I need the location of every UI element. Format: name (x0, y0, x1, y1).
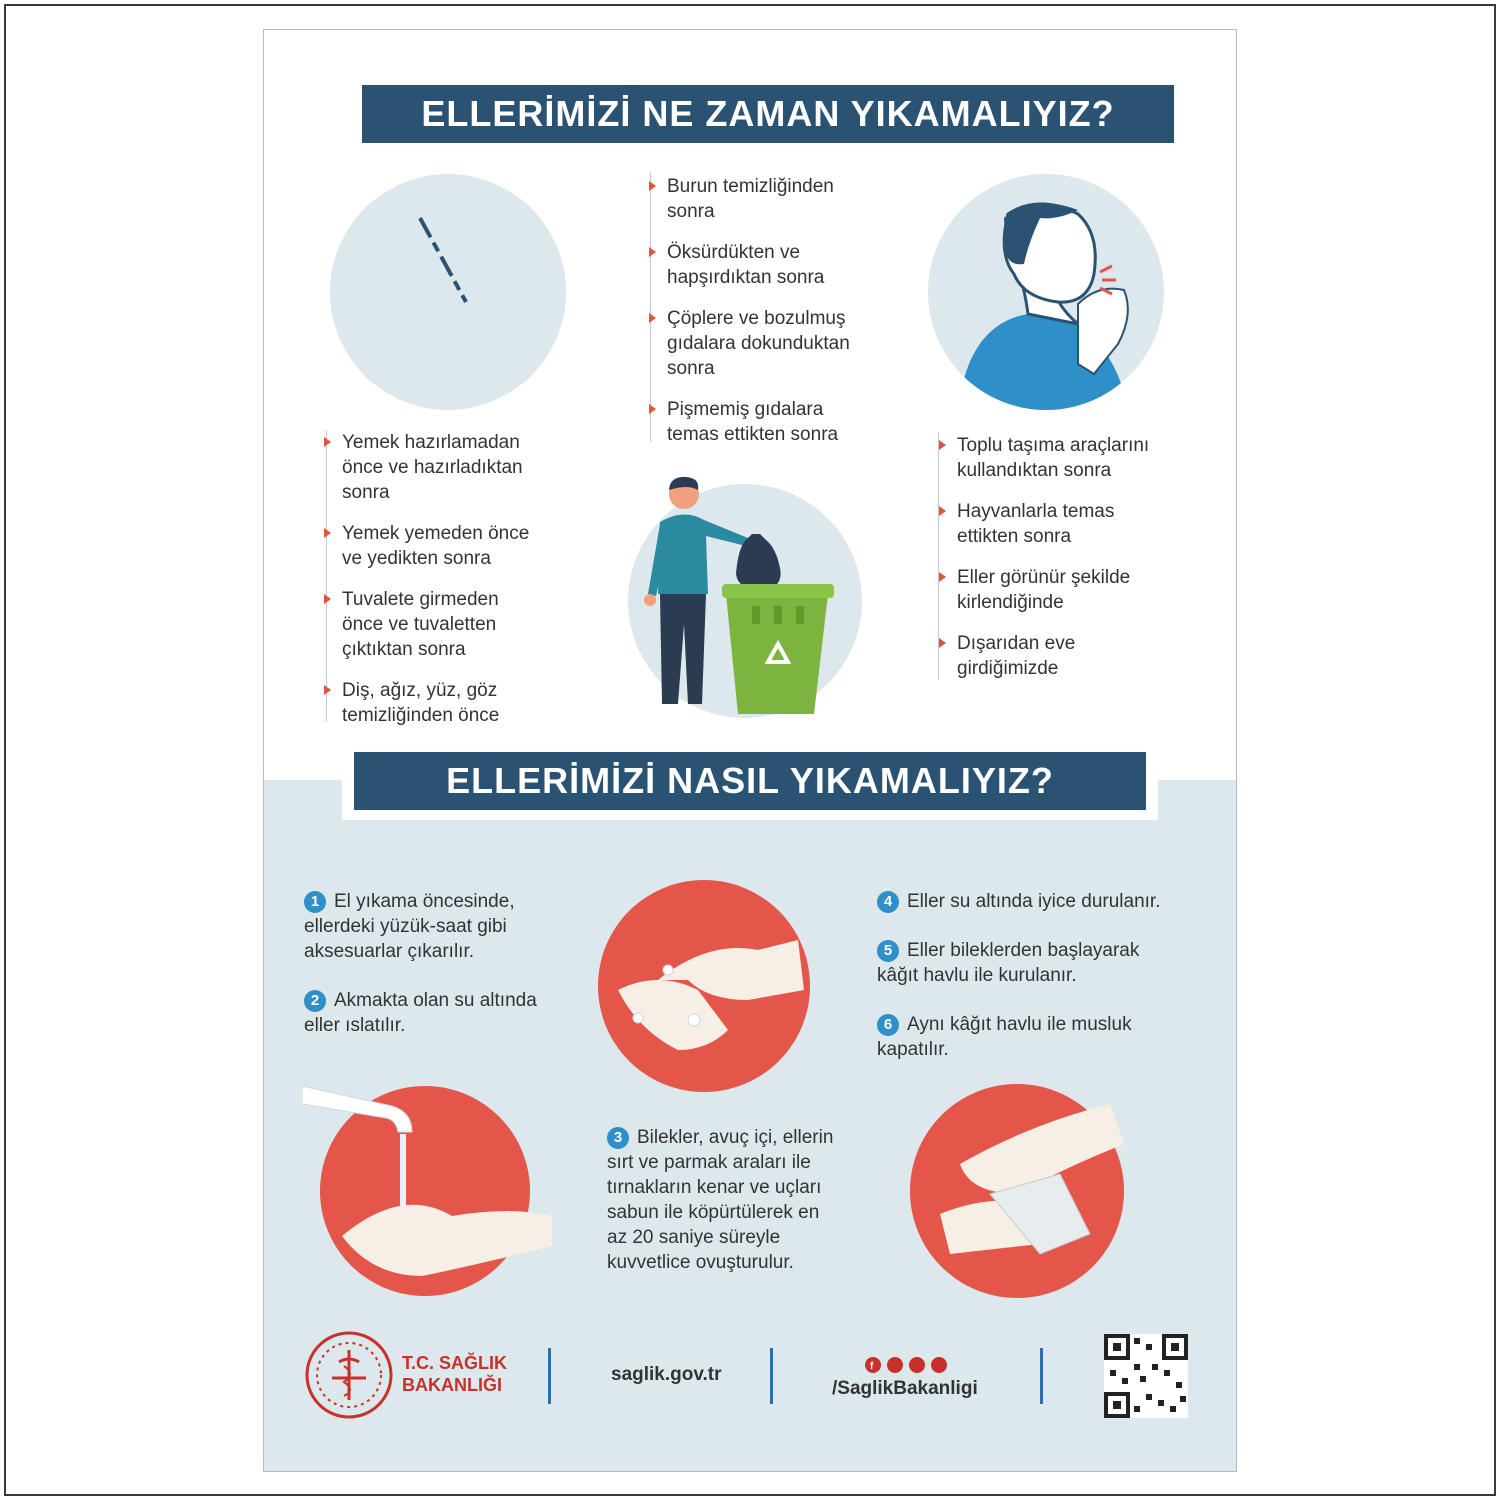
step-text: Eller bileklerden başlayarak kâğıt havlu ile kurulanır. (877, 940, 1140, 986)
ministry-name-line2: BAKANLIĞI (402, 1375, 502, 1395)
step-number-badge: 6 (877, 1014, 899, 1036)
ministry-name-line1: T.C. SAĞLIK (402, 1353, 508, 1373)
youtube-icon[interactable] (887, 1357, 903, 1373)
step-number-badge: 1 (304, 891, 326, 913)
step-2 (304, 988, 544, 1038)
pencil-icon (330, 174, 566, 410)
step-text: Eller su altında iyice durulanır. (907, 891, 1161, 912)
list-item: Toplu taşıma araçlarını kullandıktan sonra (957, 433, 1177, 483)
step-1 (304, 889, 544, 964)
step-text: Akmakta olan su altında eller ıslatılır. (304, 990, 537, 1036)
svg-text:f: f (870, 1361, 874, 1372)
middle-divider (650, 172, 651, 442)
step-number-badge: 2 (304, 990, 326, 1012)
step-number-badge: 4 (877, 891, 899, 913)
ministry-seal-icon (304, 1330, 394, 1420)
footer-separator (1040, 1348, 1043, 1404)
social-icons-row (864, 1356, 954, 1374)
list-item: Eller görünür şekilde kirlendiğinde (957, 565, 1177, 615)
faucet-circle (320, 1086, 530, 1296)
steps-center (607, 1125, 842, 1299)
sneeze-illustration-circle (928, 174, 1164, 410)
poster (263, 29, 1237, 1472)
list-item: Tuvalete girmeden önce ve tuvaletten çıktıktan sonra (342, 587, 542, 662)
list-item: Öksürdükten ve hapşırdıktan sonra (667, 240, 877, 290)
steps-right (877, 889, 1177, 1086)
middle-bullet-list (667, 174, 877, 463)
faucet-hands-icon (302, 1086, 562, 1296)
step-number-badge: 5 (877, 940, 899, 962)
social-icons (864, 1356, 954, 1374)
list-item: Yemek yemeden önce ve yedikten sonra (342, 521, 542, 571)
right-bullet-list (957, 433, 1177, 697)
step-6 (877, 1012, 1177, 1062)
towel-hands-icon (910, 1084, 1140, 1298)
step-5 (877, 938, 1177, 988)
step-3 (607, 1125, 842, 1275)
website-link[interactable]: saglik.gov.tr (611, 1364, 722, 1385)
instagram-icon[interactable] (931, 1357, 947, 1373)
social-handle[interactable]: /SaglikBakanligi (832, 1378, 978, 1399)
when-title-banner: ELLERİMİZİ NE ZAMAN YIKAMALIYIZ? (362, 85, 1174, 143)
soap-hands-icon (598, 880, 810, 1092)
ministry-name (402, 1352, 507, 1396)
person-trash-icon (628, 464, 878, 724)
list-item: Pişmemiş gıdalara temas ettikten sonra (667, 397, 877, 447)
step-number-badge: 3 (607, 1127, 629, 1149)
soap-hands-circle (598, 880, 810, 1092)
towel-circle (910, 1084, 1124, 1298)
step-text: Bilekler, avuç içi, ellerin sırt ve parmak araları ile tırnakların kenar ve uçları sabun ile köpürtülerek en az 20 saniye süreyle kuvvetlice ovuşturulur. (607, 1127, 834, 1273)
qr-code-icon (1104, 1334, 1188, 1418)
list-item: Dışarıdan eve girdiğimizde (957, 631, 1177, 681)
footer-separator (770, 1348, 773, 1404)
list-item: Hayvanlarla temas ettikten sonra (957, 499, 1177, 549)
sneeze-icon (928, 174, 1164, 410)
trash-illustration-circle (628, 484, 862, 718)
list-item: Çöplere ve bozulmuş gıdalara dokunduktan sonra (667, 306, 877, 381)
footer-separator (548, 1348, 551, 1404)
list-item: Diş, ağız, yüz, göz temizliğinden önce (342, 678, 542, 728)
twitter-icon[interactable] (909, 1357, 925, 1373)
left-bullet-list (342, 430, 542, 744)
step-text: Aynı kâğıt havlu ile musluk kapatılır. (877, 1014, 1132, 1060)
list-item: Burun temizliğinden sonra (667, 174, 877, 224)
handwash-illustration-circle (330, 174, 566, 410)
step-4 (877, 889, 1177, 914)
how-title-banner: ELLERİMİZİ NASIL YIKAMALIYIZ? (354, 752, 1146, 810)
qr-code[interactable] (1104, 1334, 1188, 1418)
left-divider (326, 430, 327, 722)
steps-left (304, 889, 544, 1062)
ministry-logo (304, 1330, 394, 1420)
step-text: El yıkama öncesinde, ellerdeki yüzük-saat gibi aksesuarlar çıkarılır. (304, 891, 515, 962)
list-item: Yemek hazırlamadan önce ve hazırladıktan sonra (342, 430, 542, 505)
